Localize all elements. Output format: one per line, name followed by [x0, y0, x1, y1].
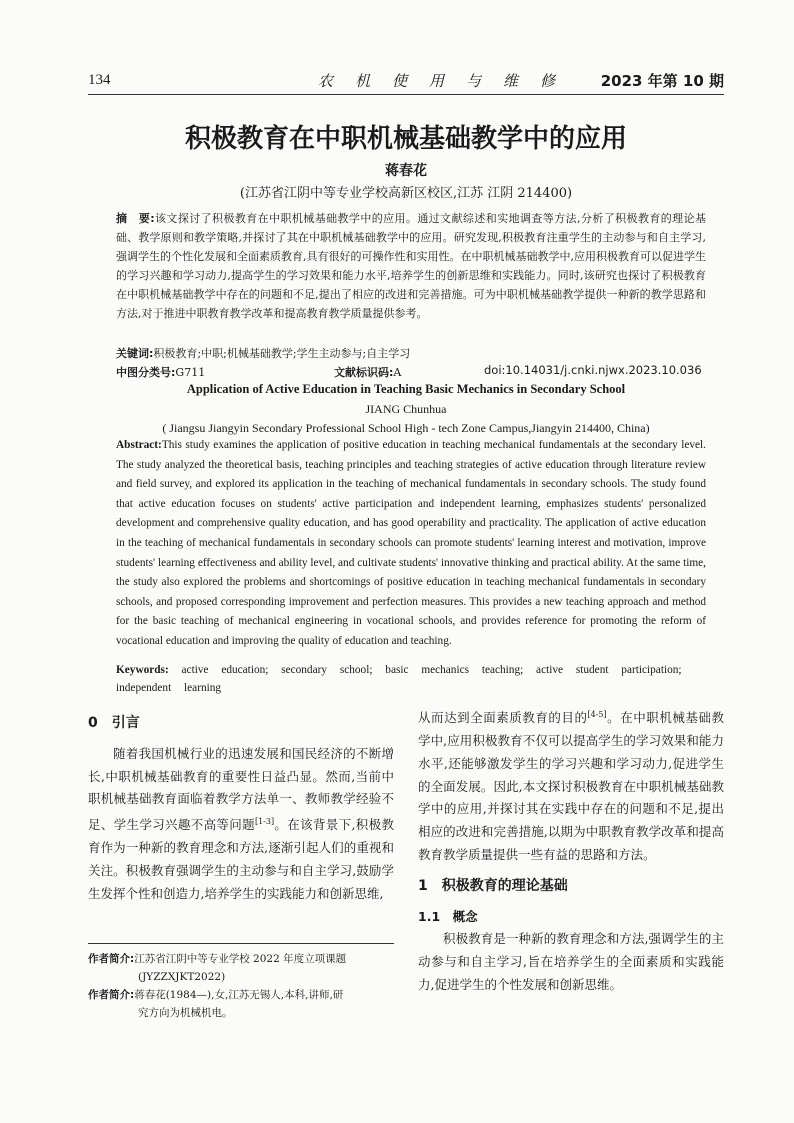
section-heading-introduction: 0 引言: [88, 715, 140, 731]
keywords-cn-text: 积极教育;中职;机械基础教学;学生主动参与;自主学习: [153, 347, 411, 360]
clc-value: G711: [175, 366, 206, 379]
header-rule: [88, 94, 724, 95]
section-heading-theory: 1 积极教育的理论基础: [418, 877, 568, 894]
fund-code: (JYZZXJKT2022): [138, 971, 226, 983]
affiliation-en: ( Jiangsu Jiangyin Secondary Professional School High - tech Zone Campus,Jiangyin 214400, China): [162, 421, 650, 435]
bio-text: 蒋春花(1984—),女,江苏无锡人,本科,讲师,研: [134, 989, 344, 1001]
footnote-rule: [88, 943, 394, 944]
abstract-en-text: This study examines the application of positive education in teaching mechanical fundamentals at the secondary level. The study analyzed the theoretical basis, teaching principles and teaching strategies of active education through literature review and field survey, and explored its application in the teaching of mechanical fundamentals in secondary schools. The study found that active education focuses on students' active participation and independent learning, emphasizes students' personalized development and comprehensive quality education, and has good operability and practicality. The application of active education in the teaching of mechanical fundamentals in secondary schools can promote students' learning interest and motivation, improve students' learning effectiveness and ability level, and cultivate students' innovative thinking and practical ability. At the same time, the study also explored the problems and shortcomings of positive education in teaching mechanical fundamentals in secondary schools, and proposed corresponding improvement and perfection measures. This provides a new teaching approach and method for the basic teaching of mechanical engineering in vocational schools, and provides reference for promoting the reform of vocational education and improving the quality of education and teaching.: [116, 439, 706, 647]
body-column-right: [418, 704, 724, 997]
bio-label: 作者简介:: [88, 989, 135, 1001]
issue-label: 2023 年第 10 期: [600, 72, 724, 90]
intro-text-tail: 。在该背景下,积极教育作为一种新的教育理念和方法,逐渐引起人们的重视和关注。积极教育强调学生的主动参与和自主学习,鼓励学生发挥个性和创造力,培养学生的实践能力和创新思维,: [88, 817, 394, 901]
body-column-left: [88, 704, 394, 906]
author-name-en: JIANG Chunhua: [365, 402, 447, 416]
bio-text-cont: 究方向为机械机电。: [138, 1007, 233, 1019]
abstract-en-label: Abstract:: [116, 439, 162, 451]
body-paragraph-continued: [418, 704, 724, 867]
fund-note: [88, 950, 394, 968]
abstract-cn-text: 该文探讨了积极教育在中职机械基础教学中的应用。通过文献综述和实地调查等方法,分析了积极教育的理论基础、教学原则和教学策略,并探讨了其在中职机械基础教学中的应用。研究发现,积极教育注重学生的主动参与和自主学习,强调学生的个性化发展和全面素质教育,具有很好的可操作性和实用性。在中职机械基础教学中,应用积极教育可以促进学生的学习兴趣和学习动力,提高学生的学习效果和能力水平,培养学生的创新思维和实践能力。同时,该研究也探讨了积极教育在中职机械基础教学中存在的问题和不足,提出了相应的改进和完善措施。可为中职机械基础教学提供一种新的教学思路和方法,对于推进中职教育教学改革和提高教育教学质量提供参考。: [116, 212, 706, 320]
intro-text: 随着我国机械行业的迅速发展和国民经济的不断增长,中职机械基础教育的重要性日益凸显。然而,当前中职机械基础教育面临着教学方法单一、教师教学经验不足、学生学习兴趣不高等问题: [88, 745, 394, 833]
intro-cont-text: 从而达到全面素质教育的目的: [418, 710, 588, 726]
clc-label: 中图分类号:: [116, 366, 176, 379]
running-head: [88, 68, 724, 90]
abstract-cn-label: 摘 要:: [116, 212, 155, 225]
keywords-en: [116, 661, 706, 697]
abstract-en: [116, 436, 706, 652]
citation: [1-3]: [254, 817, 275, 827]
keywords-en-label: Keywords:: [116, 664, 169, 676]
author-name: 蒋春花: [385, 163, 427, 179]
doi: doi:10.14031/j.cnki.njwx.2023.10.036: [484, 363, 702, 377]
footnotes: [88, 950, 394, 1022]
subsection-heading-concept: 1.1 概念: [418, 908, 478, 924]
page-number: 134: [88, 72, 111, 88]
doc-code-label: 文献标识码:: [334, 366, 394, 379]
journal-name: 农机使用与维修: [318, 72, 578, 90]
bio-note: [88, 986, 394, 1004]
fund-label: 作者简介:: [88, 953, 135, 965]
keywords-cn-label: 关键词:: [116, 347, 154, 360]
fund-text: 江苏省江阴中等专业学校 2022 年度立项课题: [134, 953, 347, 965]
paper-title: 积极教育在中职机械基础教学中的应用: [184, 124, 627, 154]
keywords-cn: [116, 345, 706, 361]
intro-cont-tail: 。在中职机械基础教学中,应用积极教育不仅可以提高学生的学习效果和能力水平,还能够激发学生的学习兴趣和学习动力,促进学生的全面发展。因此,本文探讨积极教育在中职机械基础教学中的应用,并探讨其在实践中存在的问题和不足,提出相应的改进和完善措施,以期为中职教育教学改革和提高教育教学质量提供一些有益的思路和方法。: [418, 710, 724, 862]
affiliation: (江苏省江阴中等专业学校高新区校区,江苏 江阴 214400): [239, 186, 573, 201]
clc-number: [116, 364, 205, 380]
body-paragraph: [88, 743, 394, 906]
citation: [4-5]: [587, 710, 607, 719]
keywords-en-text: active education; secondary school; basic mechanics teaching; active student participation; independent learning: [116, 664, 682, 694]
body-paragraph: 积极教育是一种新的教育理念和方法,强调学生的主动参与和自主学习,旨在培养学生的全面素质和实践能力,促进学生的个性发展和创新思维。: [418, 931, 724, 992]
paper-title-en: Application of Active Education in Teaching Basic Mechanics in Secondary School: [186, 382, 626, 396]
document-code: [334, 364, 401, 380]
abstract-cn: [116, 209, 706, 323]
doc-code-value: A: [393, 366, 402, 379]
